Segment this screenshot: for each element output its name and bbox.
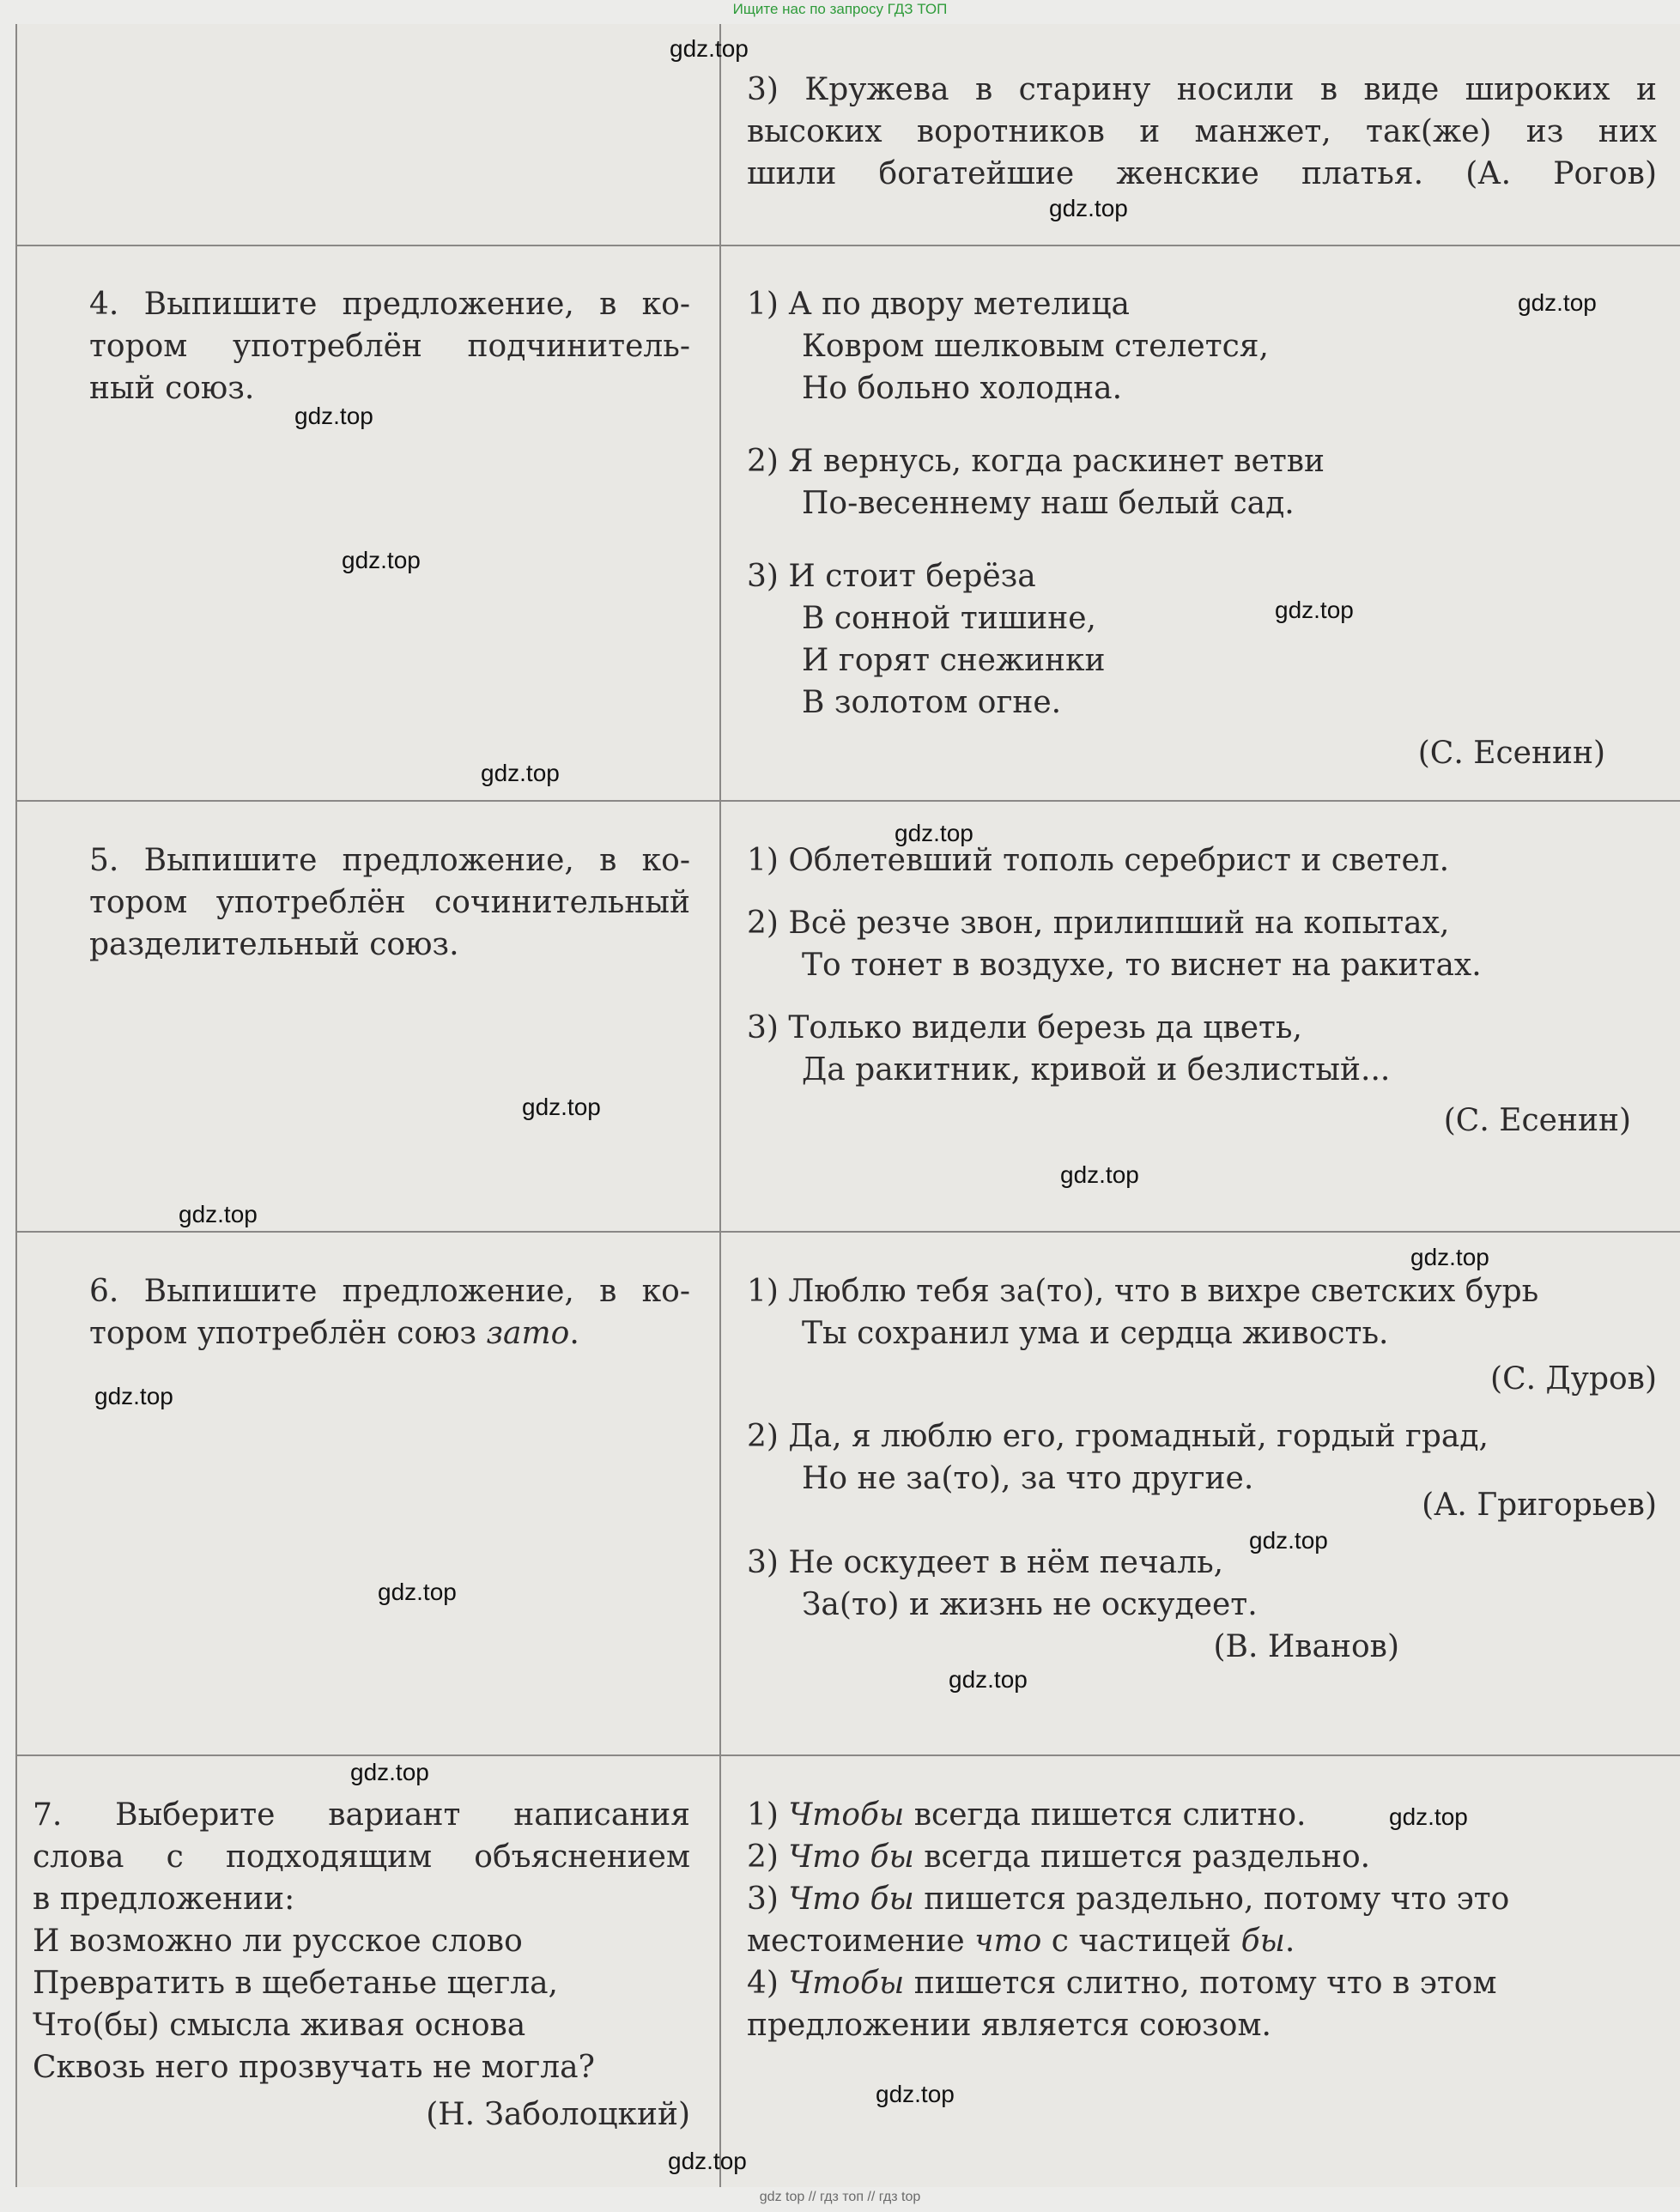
option-text: . bbox=[1284, 1924, 1295, 1959]
answer-line: высоких воротников и манжет, так(же) из них bbox=[747, 114, 1657, 149]
answer-line: Но больно холодна. bbox=[802, 371, 1123, 406]
question-5 bbox=[89, 839, 690, 966]
top-watermark-line: Ищите нас по запросу ГДЗ ТОП bbox=[732, 1, 948, 17]
answer-line: 1) Люблю тебя за(то), что в вихре светских бурь bbox=[747, 1274, 1539, 1309]
watermark: gdz.top bbox=[350, 1759, 429, 1785]
poem-line: Что(бы) смысла живая основа bbox=[33, 2008, 526, 2043]
watermark: gdz.top bbox=[876, 2081, 955, 2107]
question-6 bbox=[89, 1270, 690, 1354]
option-number: 1) bbox=[747, 1797, 789, 1833]
question-line: слова с подходящим объяснением bbox=[33, 1839, 690, 1875]
watermark: gdz.top bbox=[522, 1094, 601, 1120]
watermark: gdz.top bbox=[481, 760, 560, 786]
answer-line: В золотом огне. bbox=[802, 685, 1062, 720]
answer-option-3 bbox=[747, 555, 1657, 774]
answer-line: шили богатейшие женские платья. (А. Рогов) bbox=[747, 156, 1657, 191]
bottom-watermark-line: gdz top // гдз топ // гдз top bbox=[759, 2190, 921, 2204]
author: (В. Иванов) bbox=[1213, 1629, 1399, 1664]
answer-line: 3) Не оскудеет в нём печаль, bbox=[747, 1545, 1224, 1580]
answer-option-2 bbox=[747, 902, 1657, 986]
option-text: пишется раздельно, потому что это bbox=[913, 1882, 1510, 1917]
answer-line: 2) Всё резче звон, прилипший на копытах, bbox=[747, 906, 1450, 941]
row-divider bbox=[15, 800, 1680, 802]
poem-line: Сквозь него прозвучать не могла? bbox=[33, 2050, 595, 2085]
answer-cell-6 bbox=[747, 1270, 1657, 1668]
answer-line: Ковром шелковым стелется, bbox=[802, 329, 1269, 364]
answer-option-3 bbox=[747, 1542, 1657, 1668]
option-number: 4) bbox=[747, 1966, 789, 2001]
watermark: gdz.top bbox=[949, 1666, 1028, 1693]
answer-line: Но не за(то), за что другие. bbox=[802, 1461, 1254, 1496]
answer-line: 2) Я вернусь, когда раскинет ветви bbox=[747, 444, 1325, 479]
answer-line: По-весеннему наш белый сад. bbox=[802, 486, 1295, 521]
answer-line: В сонной тишине, bbox=[802, 601, 1096, 636]
watermark: gdz.top bbox=[179, 1201, 258, 1227]
question-line: разделительный союз. bbox=[89, 927, 459, 962]
author: (С. Дуров) bbox=[1490, 1361, 1657, 1397]
question-line: 5. Выпишите предложение, в ко- bbox=[89, 843, 690, 878]
answer-option-1 bbox=[747, 1794, 1657, 1836]
answer-line: 1) Облетевший тополь серебрист и светел. bbox=[747, 843, 1450, 878]
answer-line: Ты сохранил ума и сердца живость. bbox=[802, 1316, 1389, 1351]
question-4 bbox=[89, 283, 690, 409]
option-number: 2) bbox=[747, 1839, 789, 1875]
poem-line: И возможно ли русское слово bbox=[33, 1924, 523, 1959]
answer-option-1 bbox=[747, 839, 1657, 882]
watermark: gdz.top bbox=[1249, 1527, 1328, 1554]
question-line: 6. Выпишите предложение, в ко- bbox=[89, 1274, 690, 1309]
answer-cell-7 bbox=[747, 1794, 1657, 2046]
answer-option-4-cont: предложении является союзом. bbox=[747, 2008, 1271, 2043]
option-emphasis: Что бы bbox=[788, 1839, 914, 1875]
option-text: с частицей bbox=[1041, 1924, 1241, 1959]
option-text: местоимение bbox=[747, 1924, 975, 1959]
poem-line: Превратить в щебетанье щегла, bbox=[33, 1966, 558, 2001]
question-text: . bbox=[569, 1316, 579, 1351]
watermark: gdz.top bbox=[294, 403, 373, 429]
option-number: 3) bbox=[747, 1882, 789, 1917]
author: (Н. Заболоцкий) bbox=[426, 2097, 690, 2132]
option-emphasis: Что бы bbox=[788, 1882, 914, 1917]
answer-option-3-cont bbox=[747, 1920, 1657, 1962]
question-line: 4. Выпишите предложение, в ко- bbox=[89, 287, 690, 322]
author: (С. Есенин) bbox=[1443, 1103, 1631, 1138]
option-emphasis: Чтобы bbox=[788, 1797, 905, 1833]
option-emphasis: Чтобы bbox=[788, 1966, 905, 2001]
question-emphasis: зато bbox=[486, 1316, 570, 1351]
watermark: gdz.top bbox=[378, 1579, 457, 1605]
watermark: gdz.top bbox=[670, 35, 749, 62]
question-line: в предложении: bbox=[33, 1882, 295, 1917]
question-line bbox=[89, 1312, 690, 1354]
question-line: тором употреблён подчинитель- bbox=[89, 329, 690, 364]
column-divider bbox=[719, 24, 721, 2187]
row-divider bbox=[15, 1754, 1680, 1756]
answer-line: 3) И стоит берёза bbox=[747, 559, 1036, 594]
answer-option-4 bbox=[747, 1962, 1657, 2004]
answer-line: 3) Кружева в старину носили в виде широких и bbox=[747, 72, 1657, 107]
question-text: тором употреблён союз bbox=[89, 1316, 487, 1351]
watermark: gdz.top bbox=[94, 1383, 173, 1409]
row-divider bbox=[15, 1231, 1680, 1233]
answer-line: То тонет в воздухе, то виснет на ракитах. bbox=[802, 948, 1482, 983]
row-divider bbox=[15, 245, 1680, 246]
option-emphasis: что bbox=[974, 1924, 1042, 1959]
answer-cell-4 bbox=[747, 283, 1657, 774]
option-text: всегда пишется слитно. bbox=[904, 1797, 1307, 1833]
answer-cell bbox=[747, 69, 1657, 195]
option-text: пишется слитно, потому что в этом bbox=[904, 1966, 1497, 2001]
watermark: gdz.top bbox=[1060, 1161, 1139, 1188]
answer-line: Да ракитник, кривой и безлистый... bbox=[802, 1052, 1391, 1088]
table-left-border bbox=[15, 24, 17, 2187]
watermark: gdz.top bbox=[1410, 1244, 1489, 1270]
answer-line: И горят снежинки bbox=[802, 643, 1106, 678]
task-table bbox=[15, 24, 1680, 2187]
answer-option-3 bbox=[747, 1878, 1657, 1920]
answer-option-2 bbox=[747, 440, 1657, 524]
question-line: тором употреблён сочинительный bbox=[89, 885, 690, 920]
answer-line: 2) Да, я люблю его, громадный, гордый град, bbox=[747, 1419, 1489, 1454]
watermark: gdz.top bbox=[895, 820, 973, 846]
answer-line: 1) А по двору метелица bbox=[747, 287, 1130, 322]
watermark: gdz.top bbox=[342, 547, 421, 573]
answer-option-1 bbox=[747, 1270, 1657, 1400]
answer-option-3 bbox=[747, 1007, 1657, 1142]
watermark: gdz.top bbox=[1049, 195, 1128, 221]
watermark: gdz.top bbox=[668, 2148, 747, 2174]
watermark: gdz.top bbox=[1275, 597, 1354, 623]
author: (С. Есенин) bbox=[1417, 736, 1605, 771]
option-emphasis: бы bbox=[1240, 1924, 1285, 1959]
answer-cell-5 bbox=[747, 839, 1657, 1142]
question-line: ный союз. bbox=[89, 371, 255, 406]
option-text: всегда пишется раздельно. bbox=[913, 1839, 1371, 1875]
question-7 bbox=[33, 1794, 690, 2136]
watermark: gdz.top bbox=[1389, 1803, 1468, 1830]
question-line: 7. Выберите вариант написания bbox=[33, 1797, 690, 1833]
answer-option-2 bbox=[747, 1836, 1657, 1878]
answer-line: За(то) и жизнь не оскудеет. bbox=[802, 1587, 1258, 1622]
watermark: gdz.top bbox=[1518, 289, 1597, 316]
author: (А. Григорьев) bbox=[1422, 1488, 1657, 1523]
answer-line: 3) Только видели березь да цветь, bbox=[747, 1010, 1302, 1045]
answer-option-2 bbox=[747, 1415, 1657, 1526]
